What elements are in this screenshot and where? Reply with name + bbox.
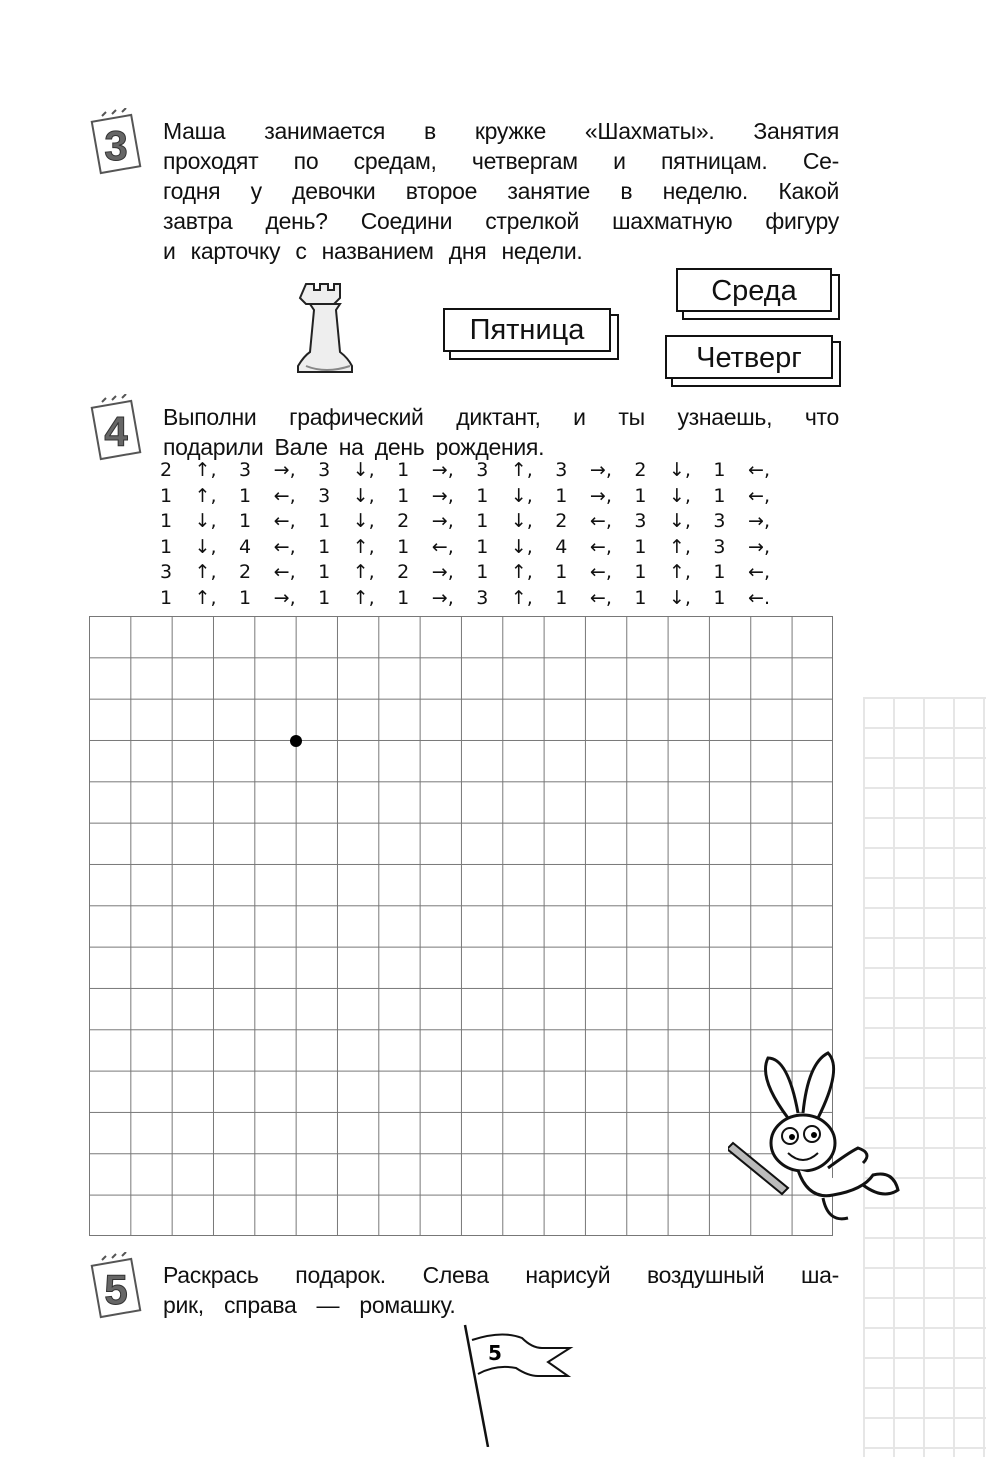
start-point [290,735,302,747]
text-line: годня у девочки второе занятие в неделю. Какой [163,178,839,204]
text-line: завтра день? Соедини стрелкой шахматную фигуру [163,208,839,234]
card-friday[interactable]: Пятница [443,308,611,352]
card-wednesday[interactable]: Среда [676,268,832,312]
text-line: Выполни графический диктант, и ты узнаешь, что [163,404,839,430]
task5-text [163,1260,839,1320]
dictation-line: 1 ↓, 4 ←, 1 ↑, 1 ←, 1 ↓, 4 ←, 1 ↑, 3 →, [160,535,770,558]
dictation-line: 1 ↑, 1 ←, 3 ↓, 1 →, 1 ↓, 1 →, 1 ↓, 1 ←, [160,484,770,507]
svg-text:5: 5 [488,1341,502,1365]
page-number-flag [450,1320,580,1447]
svg-text:3: 3 [104,122,128,169]
text-line: Маша занимается в кружке «Шахматы». Занятия [163,118,839,144]
dictation-line: 2 ↑, 3 →, 3 ↓, 1 →, 3 ↑, 3 →, 2 ↓, 1 ←, [160,459,770,481]
task3-text [163,116,839,266]
task-number-badge-4 [88,394,148,464]
drawing-grid[interactable] [89,616,833,1236]
svg-text:4: 4 [104,408,128,455]
text-line: подарили Вале на день рождения. [163,434,545,460]
task-number-badge-3 [88,108,148,178]
chess-rook-icon [294,280,364,380]
dictation-line: 1 ↓, 1 ←, 1 ↓, 2 →, 1 ↓, 2 ←, 3 ↓, 3 →, [160,510,770,533]
svg-text:5: 5 [104,1266,128,1313]
task-number-badge-5 [88,1252,148,1322]
card-thursday[interactable]: Четверг [665,335,833,379]
dictation-line: 3 ↑, 2 ←, 1 ↑, 2 →, 1 ↑, 1 ←, 1 ↑, 1 ←, [160,561,770,584]
text-line: и карточку с названием дня недели. [163,238,583,264]
graphic-dictation [160,458,770,612]
dictation-line: 1 ↑, 1 →, 1 ↑, 1 →, 3 ↑, 1 ←, 1 ↓, 1 ←. [160,586,770,609]
rabbit-with-pencil-illustration [728,1048,908,1228]
text-line: проходят по средам, четвергам и пятницам. Се- [163,148,839,174]
text-line: рик, справа — ромашку. [163,1292,456,1318]
text-line: Раскрась подарок. Слева нарисуй воздушный ша- [163,1262,839,1288]
task4-text [163,402,839,462]
